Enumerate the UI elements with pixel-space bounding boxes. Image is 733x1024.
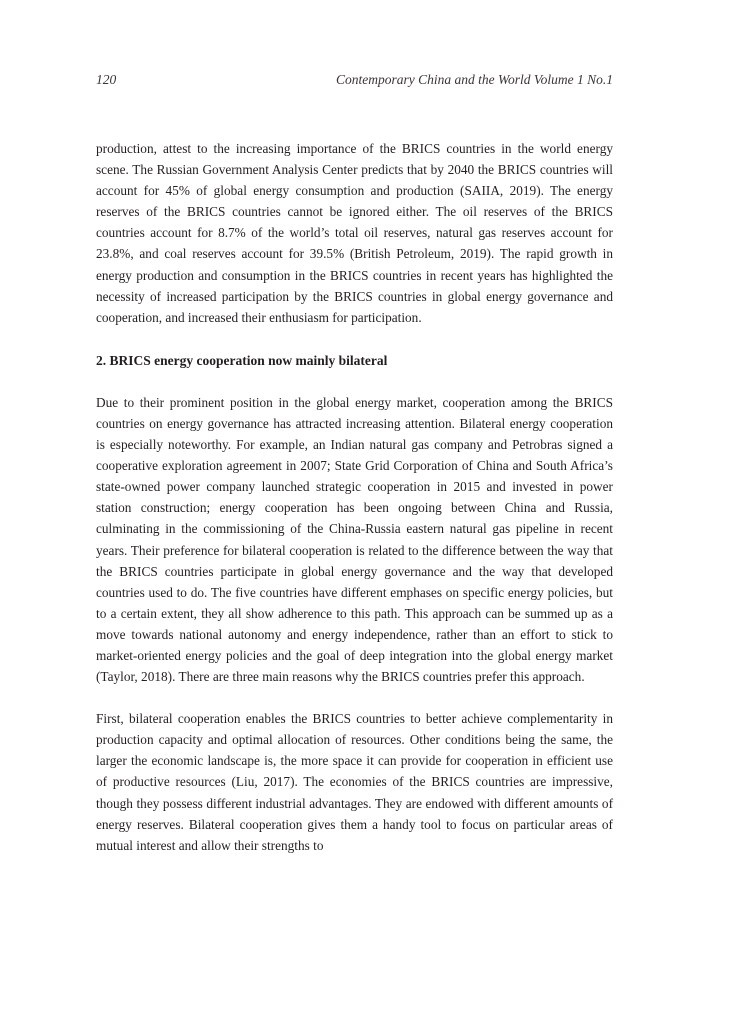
paragraph-1: production, attest to the increasing importance of the BRICS countries in the world energy scene. The Russian Government Analysis Center predicts that by 2040 the BRICS countries will account for 45% of global energy consumption and production (SAIIA, 2019). The energy reserves of the BRICS countries cannot be ignored either. The oil reserves of the BRICS countries account for 8.7% of the world’s total oil reserves, natural gas reserves account for 23.8%, and coal reserves account for 39.5% (British Petroleum, 2019). The rapid growth in energy production and consumption in the BRICS countries in recent years has highlighted the necessity of increased participation by the BRICS countries in global energy governance and cooperation, and increased their enthusiasm for participation. — [96, 141, 613, 325]
paragraph-2: Due to their prominent position in the global energy market, cooperation among the BRICS countries on energy governance has attracted increasing attention. Bilateral energy cooperation is especially noteworthy. For example, an Indian natural gas company and Petrobras signed a cooperative exploration agreement in 2007; State Grid Corporation of China and South Africa’s state-owned power company launched strategic cooperation in 2015 and invested in power station construction; energy cooperation has been ongoing between China and Russia, culminating in the commissioning of the China-Russia eastern natural gas pipeline in recent years. Their preference for bilateral cooperation is related to the difference between the way that the BRICS countries participate in global energy governance and the way that developed countries used to do. The five countries have different emphases on specific energy policies, but to a certain extent, they all show adherence to this path. This approach can be summed up as a move towards national autonomy and energy independence, rather than an effort to stick to market-oriented energy policies and the goal of deep integration into the global energy market (Taylor, 2018). There are three main reasons why the BRICS countries prefer this approach. — [96, 394, 613, 685]
section-heading: 2. BRICS energy cooperation now mainly bilateral — [96, 352, 388, 368]
page-number: 120 — [96, 72, 117, 87]
paragraph-3: First, bilateral cooperation enables the BRICS countries to better achieve complementarity in production capacity and optimal allocation of resources. Other conditions being the same, the larger the economic landscape is, the more space it can provide for cooperation in efficient use of productive resources (Liu, 2017). The economies of the BRICS countries are impressive, though they possess different industrial advantages. They are endowed with different amounts of energy reserves. Bilateral cooperation gives them a handy tool to focus on particular areas of mutual interest and allow their strengths to — [96, 711, 613, 853]
article-body — [96, 138, 613, 856]
journal-title: Contemporary China and the World Volume 1 No.1 — [335, 72, 613, 87]
